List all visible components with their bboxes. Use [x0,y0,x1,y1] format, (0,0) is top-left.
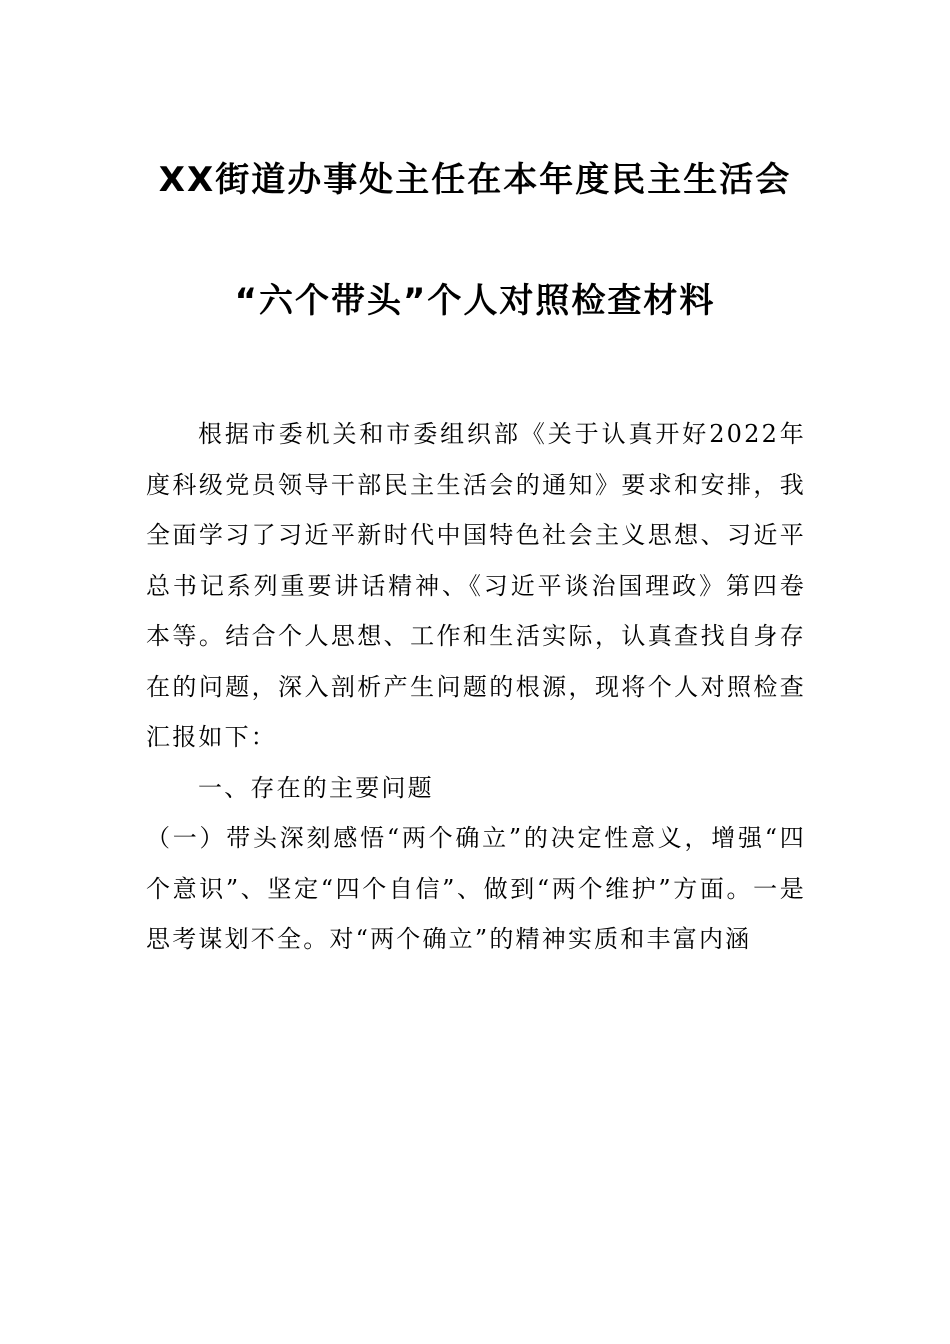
document-title-line-2: “六个带头”个人对照检查材料 [234,281,716,321]
document-title-line-1: XX街道办事处主任在本年度民主生活会 [158,160,792,200]
subsection-paragraph: （一）带头深刻感悟“两个确立”的决定性意义，增强“四个意识”、坚定“四个自信”、做到“两个维护”方面。一是思考谋划不全。对“两个确立”的精神实质和丰富内涵 [146,824,806,953]
document-body [146,409,806,965]
section-heading: 一、存在的主要问题 [198,773,434,802]
intro-paragraph: 根据市委机关和市委组织部《关于认真开好2022年度科级党员领导干部民主生活会的通知》要求和安排，我全面学习了习近平新时代中国特色社会主义思想、习近平总书记系列重要讲话精神、《习近平谈治国理政》第四卷本等。结合个人思想、工作和生活实际，认真查找自身存在的问题，深入剖析产生问题的根源，现将个人对照检查汇报如下： [146,420,806,751]
